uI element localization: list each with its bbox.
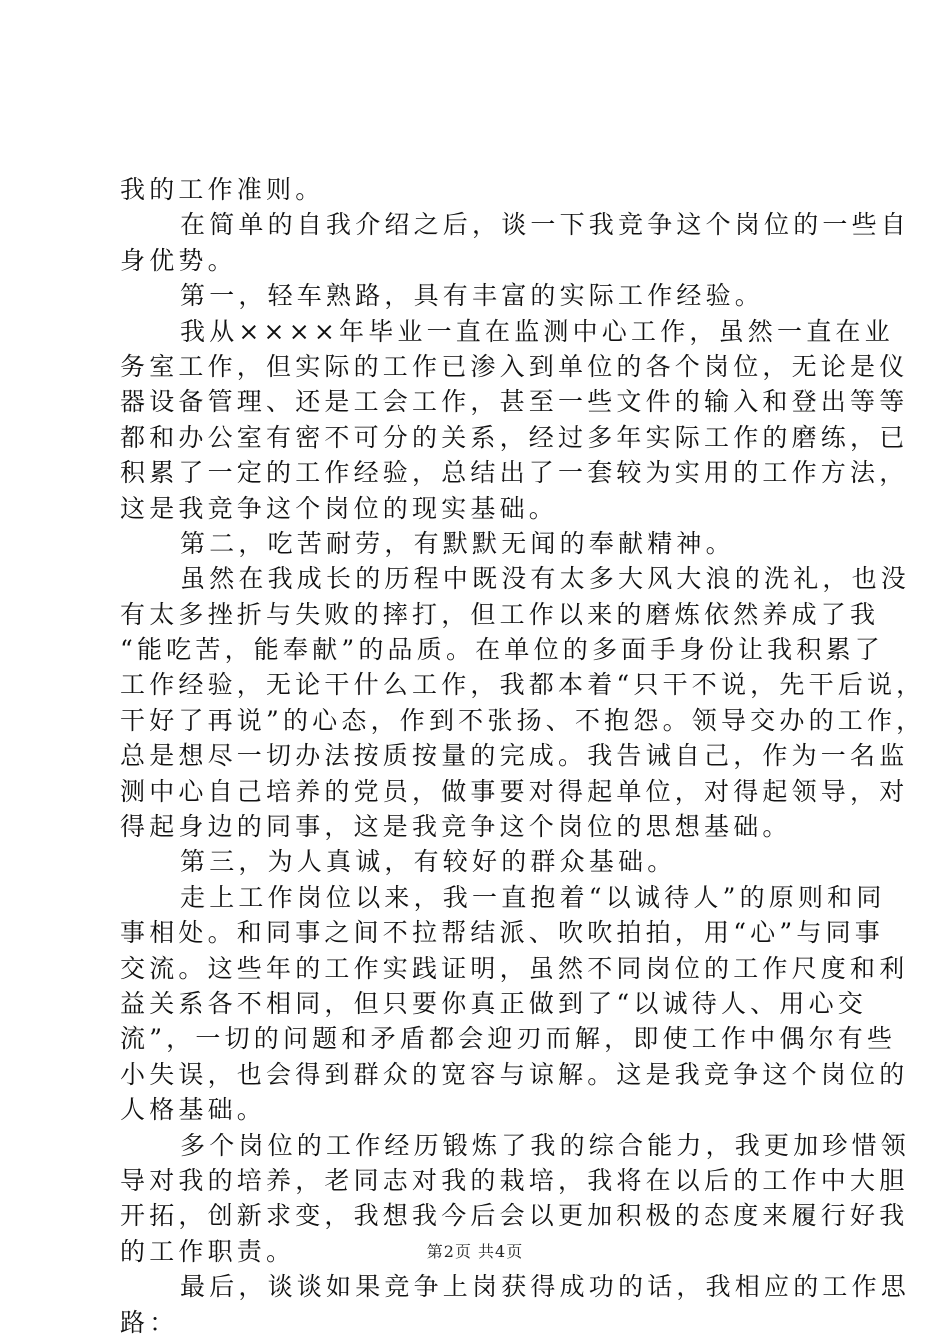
text-line: 都和办公室有密不可分的关系，经过多年实际工作的磨练，已 [120,422,909,452]
text-line: 多个岗位的工作经历锻炼了我的综合能力，我更加珍惜领 [180,1130,911,1160]
text-line: 第一，轻车熟路，具有丰富的实际工作经验。 [180,281,765,311]
text-line: 器设备管理、还是工会工作，甚至一些文件的输入和登出等等 [120,387,909,417]
text-line: 虽然在我成长的历程中既没有太多大风大浪的洗礼，也没 [180,564,911,594]
document-body [120,172,926,1340]
text-line: 的工作职责。 [120,1236,296,1266]
text-line: 开拓，创新求变，我想我今后会以更加积极的态度来履行好我 [120,1201,909,1231]
text-line: 路： [120,1307,179,1337]
text-line: 益关系各不相同，但只要你真正做到了“以诚待人、用心交 [120,988,867,1018]
text-line: 这是我竞争这个岗位的现实基础。 [120,493,559,523]
text-line: 务室工作，但实际的工作已渗入到单位的各个岗位，无论是仪 [120,351,909,381]
text-line: 最后，谈谈如果竞争上岗获得成功的话，我相应的工作思 [180,1272,911,1302]
text-line: 人格基础。 [120,1095,267,1125]
page-number-footer: 第2页 共4页 [426,1242,524,1261]
text-line: 走上工作岗位以来，我一直抱着“以诚待人”的原则和同 [180,882,886,912]
text-line: 工作经验，无论干什么工作，我都本着“只干不说，先干后说， [120,670,926,700]
text-line: 身优势。 [120,245,237,275]
text-line: 积累了一定的工作经验，总结出了一套较为实用的工作方法， [120,458,909,488]
text-line: 有太多挫折与失败的摔打，但工作以来的磨炼依然养成了我 [120,599,880,629]
text-line: 第三，为人真诚，有较好的群众基础。 [180,847,677,877]
text-line: “能吃苦，能奉献”的品质。在单位的多面手身份让我积累了 [120,635,884,665]
text-line: 在简单的自我介绍之后，谈一下我竞争这个岗位的一些自 [180,210,911,240]
text-line: 交流。这些年的工作实践证明，虽然不同岗位的工作尺度和利 [120,953,909,983]
text-line: 总是想尽一切办法按质按量的完成。我告诫自己，作为一名监 [120,741,909,771]
text-line: 事相处。和同事之间不拉帮结派、吹吹拍拍，用“心”与同事 [120,918,884,948]
text-line: 我的工作准则。 [120,175,325,204]
text-line: 干好了再说”的心态，作到不张扬、不抱怨。领导交办的工作， [120,705,926,735]
text-line: 第二，吃苦耐劳，有默默无闻的奉献精神。 [180,528,735,558]
text-line: 流”，一切的问题和矛盾都会迎刃而解，即使工作中偶尔有些 [120,1024,897,1054]
text-line: 导对我的培养，老同志对我的栽培，我将在以后的工作中大胆 [120,1165,909,1195]
text-line: 测中心自己培养的党员，做事要对得起单位，对得起领导，对 [120,776,909,806]
text-line: 得起身边的同事，这是我竞争这个岗位的思想基础。 [120,812,792,842]
text-line: 我从××××年毕业一直在监测中心工作，虽然一直在业 [180,316,894,346]
text-line: 小失误，也会得到群众的宽容与谅解。这是我竞争这个岗位的 [120,1059,909,1089]
